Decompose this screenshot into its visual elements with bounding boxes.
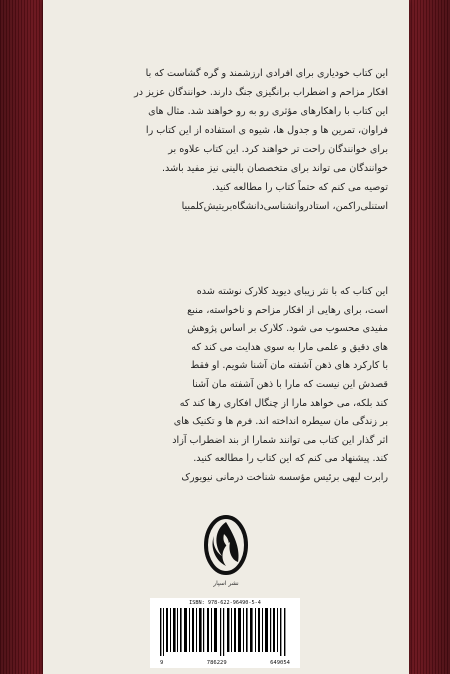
quote-line: های دقیق و علمی مارا به سوی هدایت می کند که <box>191 341 388 353</box>
quote-line: اثر گذار این کتاب می توانند شمارا از بند اضطراب آزاد <box>172 434 388 446</box>
barcode-digits <box>150 660 300 666</box>
quote-line: است، برای رهایی از افکار مزاحم و ناخواسته، منبع <box>187 304 388 316</box>
quote-line: این کتاب که با نثر زیبای دیوید کلارک نوشته شده <box>196 286 388 297</box>
quote-line: توصیه می کنم که حتماً کتاب را مطالعه کنید. <box>212 182 388 193</box>
quote-line: خوانندگان می تواند برای متخصصان بالینی نیز مفید باشد. <box>162 163 388 174</box>
barcode-icon <box>158 608 292 656</box>
publisher-logo-icon <box>200 512 252 578</box>
quote-line: قصدش این نیست که مارا با ذهن آشفته مان آشنا <box>192 378 388 390</box>
quote-line: این کتاب خودیاری برای افرادی ارزشمند و گره گشاست که با <box>145 68 388 79</box>
quote-line: فراوان، تمرین ها و جدول ها، شیوه ی استفاده از این کتاب را <box>145 125 388 136</box>
endorsement-quote-2 <box>64 283 388 488</box>
quote-signature: رابرت لیهی برئیس مؤسسه شناخت درمانی نیویورک <box>181 471 388 483</box>
quote-signature: استنلی‌راکمن، استادروانشناسی‌دانشگاه‌بریتیش‌کلمبیا <box>181 201 388 212</box>
quote-line: افکار مزاحم و اضطراب برانگیزی جنگ دارند. خوانندگان عزیز در <box>134 87 388 98</box>
barcode-digit-group: 649054 <box>270 660 290 666</box>
barcode-area <box>150 598 300 668</box>
quote-line: این کتاب با راهکارهای مؤثری رو به رو خواهند شد. مثال های <box>148 106 388 117</box>
barcode-digit-group: 786229 <box>206 660 227 666</box>
quote-line: مفیدی محسوب می شود. کلارک بر اساس پژوهش <box>187 323 388 335</box>
endorsement-quote-1 <box>64 64 388 216</box>
isbn-text: ISBN: 978-622-96490-5-4 <box>189 600 261 606</box>
quote-line: کند بلکه، می خواهد مارا از چنگال افکاری رها کند که <box>179 397 388 409</box>
barcode-digit-group: 9 <box>160 660 164 666</box>
publisher-name: نشر اسپار <box>213 580 239 587</box>
quote-line: برای خوانندگان راحت تر خواهند کرد. این کتاب علاوه بر <box>168 144 388 155</box>
quote-line: بر زندگی مان سیطره انداخته اند. فرم ها و تکنیک های <box>173 416 388 428</box>
quote-line: کند. پیشنهاد می کنم که این کتاب را مطالعه کنید. <box>193 453 388 465</box>
quote-line: با کارکرد های ذهن آشفته مان آشنا شویم. او فقط <box>190 360 388 372</box>
